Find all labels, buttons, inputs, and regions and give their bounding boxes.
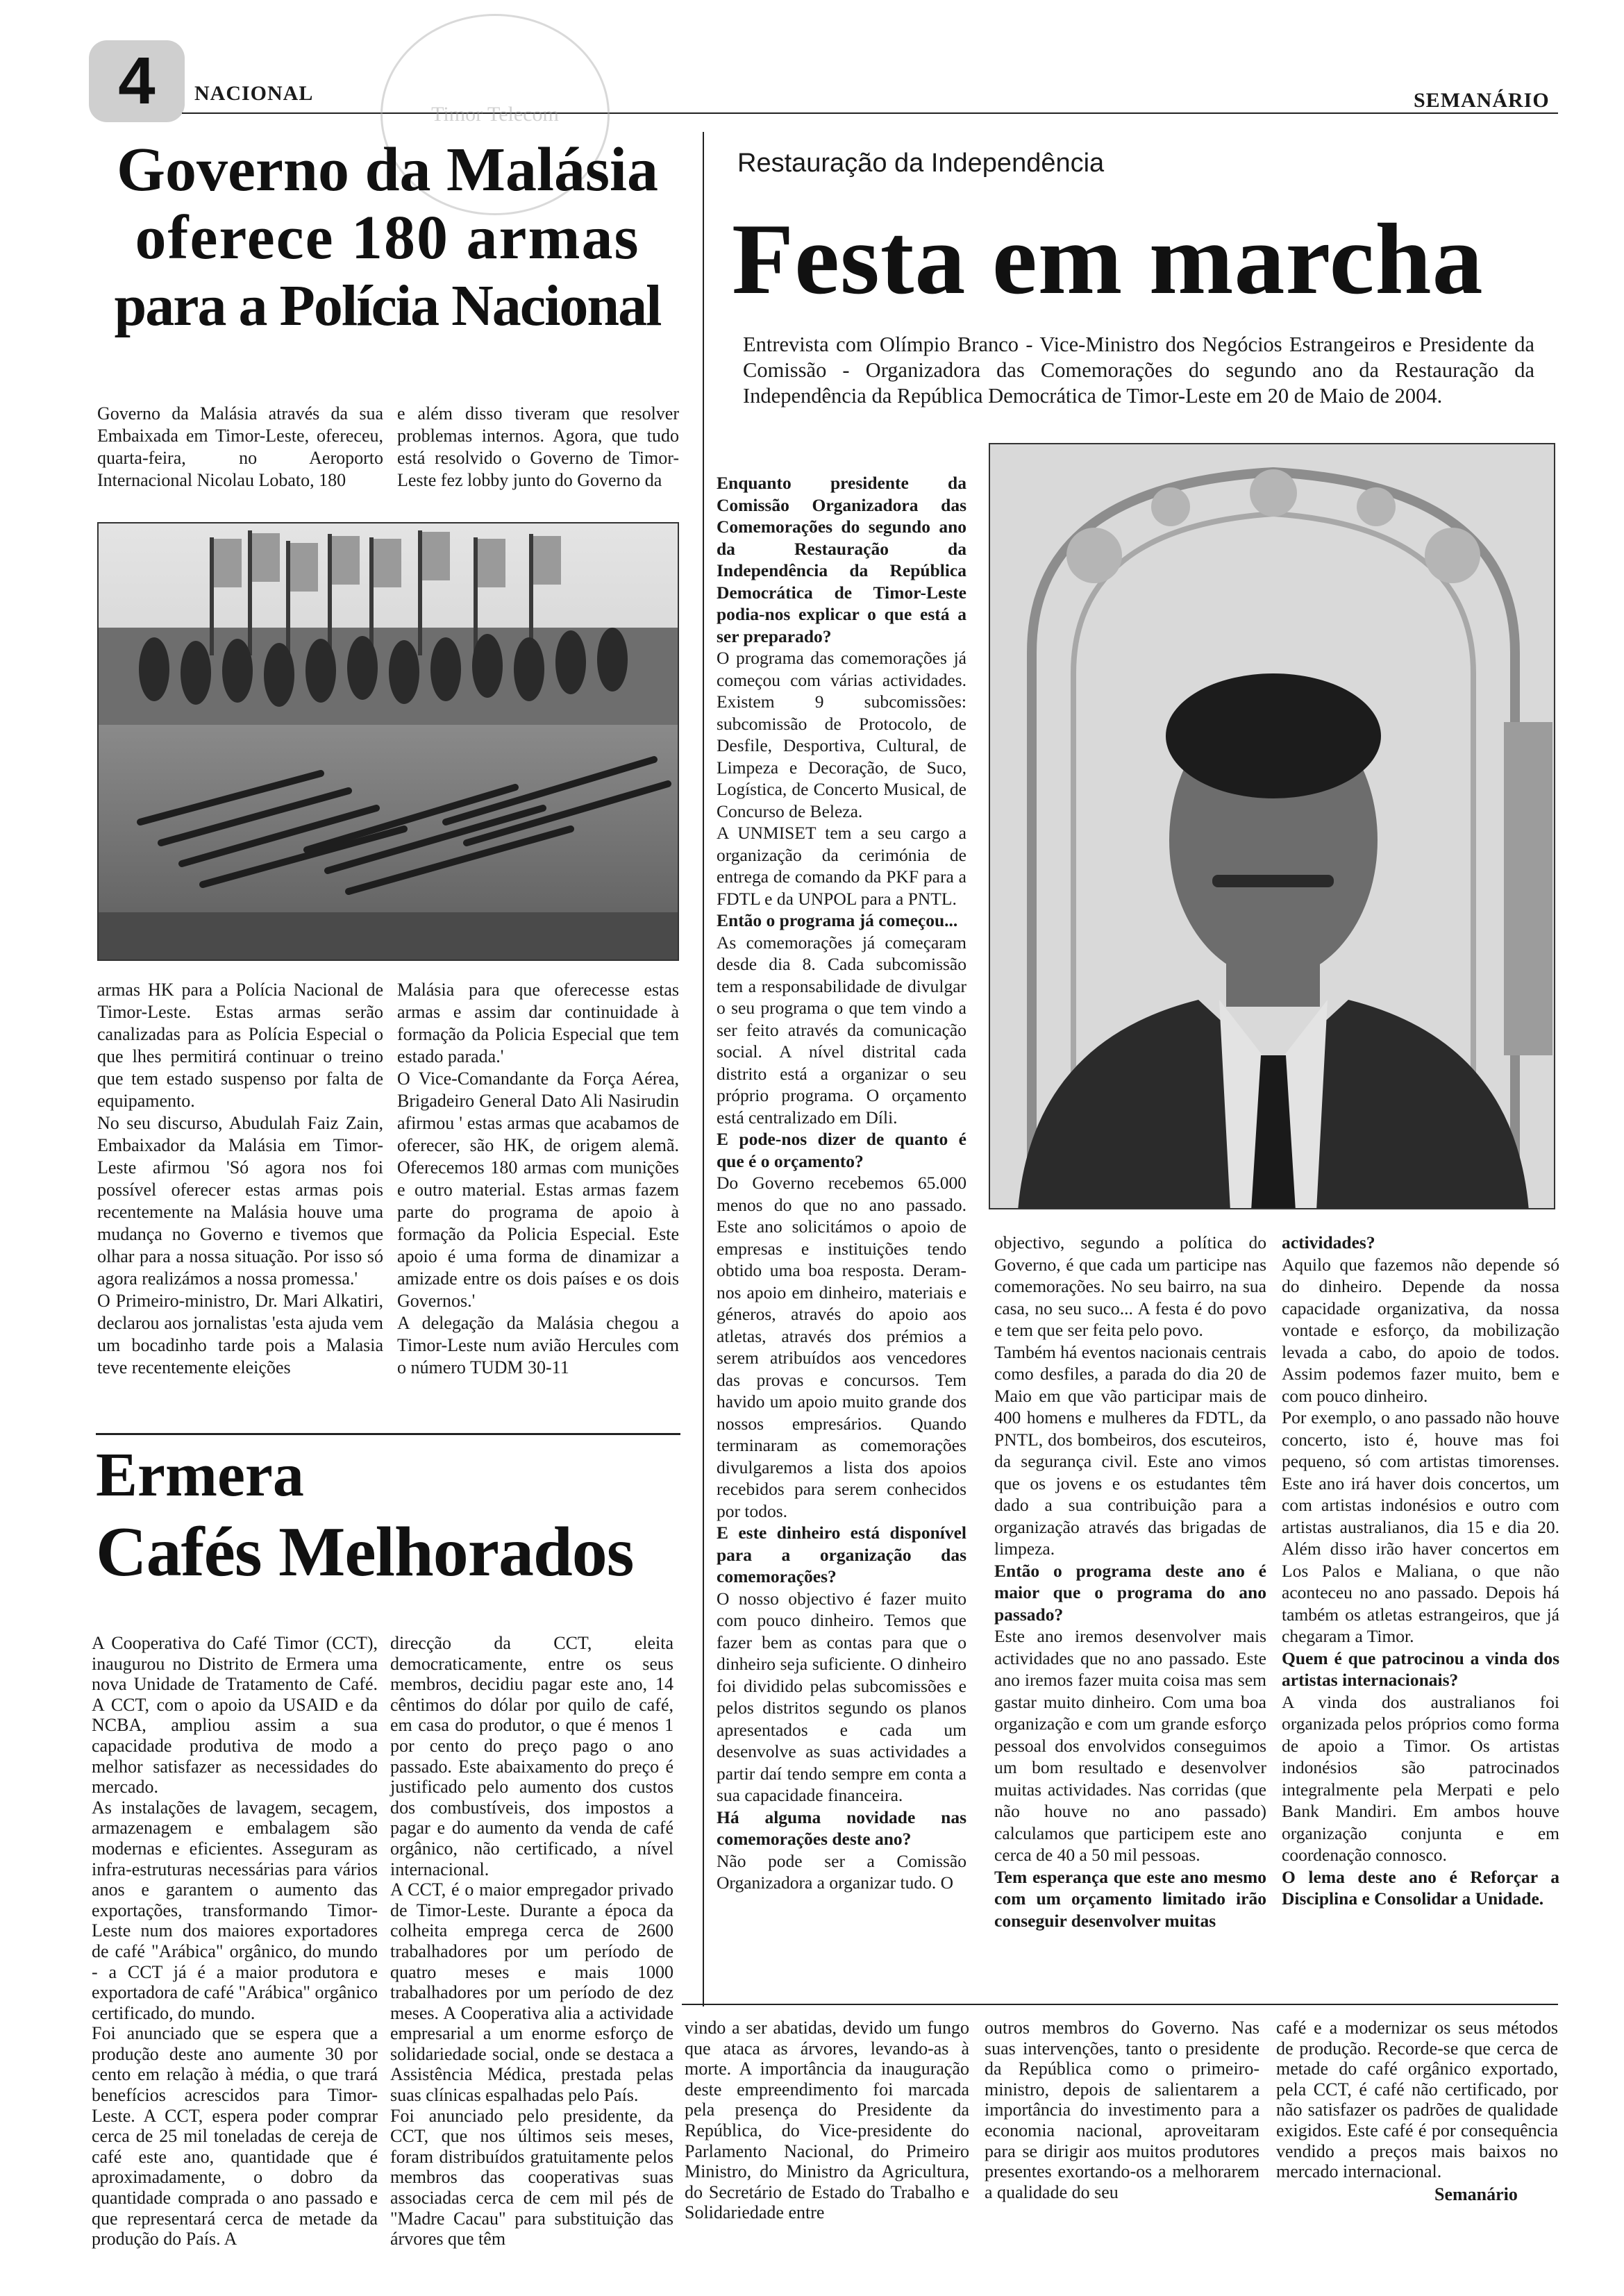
- article3-a1b: A UNMISET tem a seu cargo a organização da cerimónia de entrega de comando da PKF para a FDTL e da UNPOL para a PNTL.: [717, 823, 966, 909]
- article3-c4: O lema deste ano é Reforçar a Disciplina e Consolidar a Unidade.: [1282, 1866, 1559, 1909]
- page-number-badge: [89, 40, 185, 122]
- article3-b3: Este ano iremos desenvolver mais actividades que no ano passado. Este ano iremos fazer muita coisa mas sem gastar muito dinheiro. Com uma boa organização e com um grande esforço pessoal dos envolvidos conseguimos um bom resultado e desenvolver muitas actividades. Nas corridas (que não houve no ano passado) calculamos que participem este ano cerca de 40 a 50 mil pessoas.: [994, 1626, 1266, 1865]
- column-divider: [703, 132, 704, 2006]
- article3-col2: [994, 1232, 1266, 1932]
- article1-title: [96, 136, 679, 340]
- article3-c1: Aquilo que fazemos não depende só do dinheiro. Depende da nossa capacidade organizativa, da nossa vontade e esforço, da mobilização levada a cabo, do apoio de todos. Assim podemos fazer muito, bem e com pouco dinheiro.: [1282, 1254, 1559, 1406]
- article2-body-p8: outros membros do Governo. Nas suas intervenções, tanto o presidente da República como o primeiro-ministro, depois de salientarem a importância do investimento para a economia nacional, aproveitaram para se dirigir aos muitos produtores presentes exortando-os a melhorarem a qualidade do seu: [985, 2018, 1259, 2202]
- article2-top-rule: [96, 1433, 680, 1435]
- article3-col1-top: [717, 472, 966, 1894]
- article2-body-col5: [1276, 2018, 1558, 2182]
- article2-body-col3: [685, 2018, 969, 2223]
- article3-c2: Por exemplo, o ano passado não houve concerto, isto é, houve mas foi pequeno, só com artistas timorenses. Este ano irá haver dois concertos, um com artistas indonésios e outro com artistas australianos, dia 15 e dia 20. Além disso irão haver concertos em Los Palos e Maliana, o que não aconteceu no ano passado. Depois há também os atletas estrangeiros, que já chegaram a Timor.: [1282, 1407, 1559, 1646]
- article2-body-p4: direcção da CCT, eleita democraticamente, entre os seus membros, decidiu pagar este ano, 14 cêntimos do dólar por quilo de café, em casa do produtor, o que é menos 1 por cento do preço pago o ano passado. Este abaixamento do preço é justificado pelo aumento dos custos dos combustíveis, dos impostos a pagar e do aumento da venda de café orgânico, não certificado, a nível internacional.: [390, 1633, 673, 1879]
- publication-name: SEMANÁRIO: [1414, 89, 1550, 112]
- article3-q8: Quem é que patrocinou a vinda dos artistas internacionais?: [1282, 1648, 1559, 1690]
- article1-body-p4: Malásia para que oferecesse estas armas e assim dar continuidade à formação da Policia Especial que tem estado parada.': [397, 980, 679, 1066]
- article1-title-line2: oferece 180 armas: [135, 203, 640, 272]
- article2-signature: Semanário: [1434, 2184, 1518, 2204]
- article2-body-p6: Foi anunciado pelo presidente, da CCT, que nos últimos seis meses, foram distribuídos gratuitamente pelos membros das cooperativas suas associadas cerca de cem mil pés de "Madre Cacau" para substituição das árvores que têm: [390, 2105, 673, 2249]
- article1-title-line1: Governo da Malásia: [117, 135, 658, 204]
- article3-a5: Não pode ser a Comissão Organizadora a organizar tudo. O: [717, 1850, 966, 1893]
- article3-a4: O nosso objectivo é fazer muito com pouco dinheiro. Temos que fazer bem as contas para que o dinheiro seja suficiente. O dinheiro foi dividido pelas subcomissões e pelos distritos segundo os planos apresentados e cada um desenvolve as suas actividades a partir daí tendo sempre em conta a sua capacidade financeira.: [717, 1588, 966, 1805]
- portrait-photo: [989, 443, 1555, 1209]
- article2-body-p1: A Cooperativa do Café Timor (CCT), inaugurou no Distrito de Ermera uma nova Unidade de Tratamento de Café. A CCT, com o apoio da USAID e da NCBA, ampliou assim a sua capacidade produtiva de modo a melhor satisfazer as necessidades do mercado.: [92, 1633, 378, 1798]
- article1-title-line3: para a Polícia Nacional: [114, 274, 661, 338]
- article1-intro-col1: [97, 403, 383, 492]
- article2-title-line2: Cafés Melhorados: [96, 1513, 634, 1591]
- article3-q5: Há alguma novidade nas comemorações deste ano?: [717, 1807, 966, 1849]
- article3-col3: [1282, 1232, 1559, 1910]
- article1-body-p6: A delegação da Malásia chegou a Timor-Leste num avião Hercules com o número TUDM 30-11: [397, 1313, 679, 1377]
- article3-kicker: Restauração da Independência: [737, 149, 1105, 178]
- article3-standfirst: Entrevista com Olímpio Branco - Vice-Ministro dos Negócios Estrangeiros e Presidente da Comissão - Organizadora das Comemorações do segundo ano da Restauração da Independência da República Democrática de Timor-Leste em 20 de Maio de 2004.: [743, 333, 1534, 408]
- article3-b1: objectivo, segundo a política do Governo, é que cada um participe nas comemorações. No seu bairro, na sua casa, no seu suco... A festa é do povo e tem que ser feita pelo povo.: [994, 1232, 1266, 1340]
- article1-body-p3: O Primeiro-ministro, Dr. Mari Alkatiri, declarou aos jornalistas 'esta ajuda vem um bocadinho tarde pois a Malasia teve recentemente eleições: [97, 1291, 383, 1377]
- weapons-ceremony-photo: [97, 522, 679, 961]
- article1-body-col2: [397, 979, 679, 1379]
- article3-q3: E pode-nos dizer de quanto é que é o orçamento?: [717, 1129, 966, 1171]
- article2-body-p3: Foi anunciado que se espera que a produção deste ano aumente 30 por cento em relação à média, o que trará benefícios acrescidos para Timor-Leste. A CCT, espera poder comprar cerca de 25 mil toneladas de cereja de café este ano, quantidade que é aproximadamente, o dobro da quantidade comprada o ano passado e que representará cerca de metade da produção do País. A: [92, 2023, 378, 2249]
- article2-body-col1: [92, 1633, 378, 2249]
- article2-body-p2: As instalações de lavagem, secagem, armazenagem e embalagem são modernas e eficientes. Asseguram as infra-estruturas necessárias para vários anos e garantem o aumento das exportações, transformando Timor-Leste num dos maiores exportadores de café "Arábica" orgânico, do mundo - a CCT já é a maior produtora e exportadora de café "Arábica" orgânico certificado, do mundo.: [92, 1797, 378, 2023]
- article3-q1: Enquanto presidente da Comissão Organizadora das Comemorações do segundo ano da Restauração da Independência da República Democrática de Timor-Leste podia-nos explicar o que está a ser preparado?: [717, 473, 966, 646]
- article2-body-p5: A CCT, é o maior empregador privado de Timor-Leste. Durante a época da colheita emprega cerca de 2600 trabalhadores por um período de quatro meses e mais 1000 trabalhadores por um período de dez meses. A Cooperativa alia a actividade empresarial a um enorme esforço de solidariedade social, onde se destaca a Assistência Médica, prestada pelas suas clínicas espalhadas pelo País.: [390, 1879, 673, 2106]
- article3-q2: Então o programa já começou...: [717, 910, 958, 930]
- article3-b2: Também há eventos nacionais centrais como desfiles, a parada do dia 20 de Maio em que vão participar mais de 400 homens e mulheres da FDTL, da PNTL, dos bombeiros, dos escuteiros, da segurança civil. Este ano vimos que os jovens e os estudantes têm dado a sua contribuição para a organização através das brigadas de limpeza.: [994, 1341, 1266, 1559]
- article2-title-line1: Ermera: [96, 1441, 304, 1509]
- article1-body-col1: [97, 979, 383, 1379]
- article1-body-p2: No seu discurso, Abudulah Faiz Zain, Embaixador da Malásia em Timor-Leste afirmou 'Só agora nos foi possível oferecer estas armas pois recentemente na Malásia houve uma mudança no Governo e tivemos que olhar para a nossa situação. Por isso só agora realizámos a nossa promessa.': [97, 1113, 383, 1289]
- article3-a3: Do Governo recebemos 65.000 menos do que no ano passado. Este ano solicitámos o apoio de empresas e instituições tendo obtido uma boa resposta. Deram-nos apoio em dinheiro, materiais e géneros, através do apoio aos atletas, através dos prémios a serem atribuídos aos vencedores das provas e concursos. Tem havido um apoio muito grande dos nossos empresários. Quando terminaram as comemorações divulgaremos a lista dos apoios recebidos para serem conhecidos por todos.: [717, 1173, 966, 1521]
- article1-intro-text-2: e além disso tiveram que resolver problemas internos. Agora, que tudo está resolvido o Governo de Timor-Leste fez lobby junto do Governo da: [397, 403, 679, 490]
- article1-intro-text-1: Governo da Malásia através da sua Embaixada em Timor-Leste, ofereceu, quarta-feira, no Aeroporto Internacional Nicolau Lobato, 180: [97, 403, 383, 490]
- article1-intro-col2: [397, 403, 679, 492]
- article3-q7: Tem esperança que este ano mesmo com um orçamento limitado irão conseguir desenvolver muitas: [994, 1866, 1266, 1931]
- article2-body-p9: café e a modernizar os seus métodos de produção. Recorde-se que cerca de metade do café orgânico exportado, pela CCT, é café não certificado, por não satisfazer os padrões de qualidade exigidos. Este café é por consequência vendido a preços mais baixos no mercado internacional.: [1276, 2018, 1558, 2182]
- article3-bottom-rule: [682, 2004, 1558, 2005]
- article1-body-p1: armas HK para a Polícia Nacional de Timor-Leste. Estas armas serão canalizadas para as Polícia Especial o que lhes permitirá continuar o treino que tem estado suspenso por falta de equipamento.: [97, 980, 383, 1111]
- article3-title: Festa em marcha: [732, 203, 1484, 315]
- article3-a1: O programa das comemorações já começou com várias actividades. Existem 9 subcomissões: subcomissão de Protocolo, de Desfile, Desportiva, Cultural, de Limpeza e Decoração, de Suco, Logística, de Concerto Musical, de Concurso de Beleza.: [717, 648, 966, 821]
- article2-body-col2: [390, 1633, 673, 2249]
- article2-body-col4: [985, 2018, 1259, 2202]
- article3-q4: E este dinheiro está disponível para a organização das comemorações?: [717, 1523, 966, 1586]
- page-number: 4: [118, 44, 156, 118]
- article3-a2: As comemorações já começaram desde dia 8. Cada subcomissão tem a responsabilidade de divulgar o seu programa o que tem vindo a ser feito através da comunicação social. A nível distrital cada distrito está a organizar o seu próprio programa. O orçamento está centralizado em Díli.: [717, 932, 966, 1128]
- article2-body-p7: vindo a ser abatidas, devido um fungo que ataca as árvores, levando-as à morte. A importância da inauguração deste empreendimento foi marcada pela presença do Presidente da República, do Vice-presidente do Parlamento Nacional, do Primeiro Ministro, do Ministro da Agricultura, do Secretário de Estado do Trabalho e Solidariedade entre: [685, 2018, 969, 2223]
- article3-q7-cont: actividades?: [1282, 1232, 1375, 1252]
- stamp-text: Timor Telecom: [431, 103, 559, 126]
- article2-title: [96, 1439, 693, 1593]
- article3-c3: A vinda dos australianos foi organizada pelos próprios como forma de apoio a Timor. Os artistas indonésios são patrocinados integralmente pela Merpati e pelo Bank Mandiri. Em ambos houve organização conjunta e em coordenação connosco.: [1282, 1691, 1559, 1865]
- section-label: NACIONAL: [194, 82, 314, 105]
- article1-body-p5: O Vice-Comandante da Força Aérea, Brigadeiro General Dato Ali Nasirudin afirmou ' estas armas que acabamos de oferecer, são HK, de origem alemã. Oferecemos 180 armas com munições e outro material. Estas armas fazem parte do programa de apoio à formação da Policia Especial. Este apoio é uma forma de dinamizar a amizade entre os dois países e os dois Governos.': [397, 1069, 679, 1311]
- article3-q6: Então o programa deste ano é maior que o programa do ano passado?: [994, 1560, 1266, 1625]
